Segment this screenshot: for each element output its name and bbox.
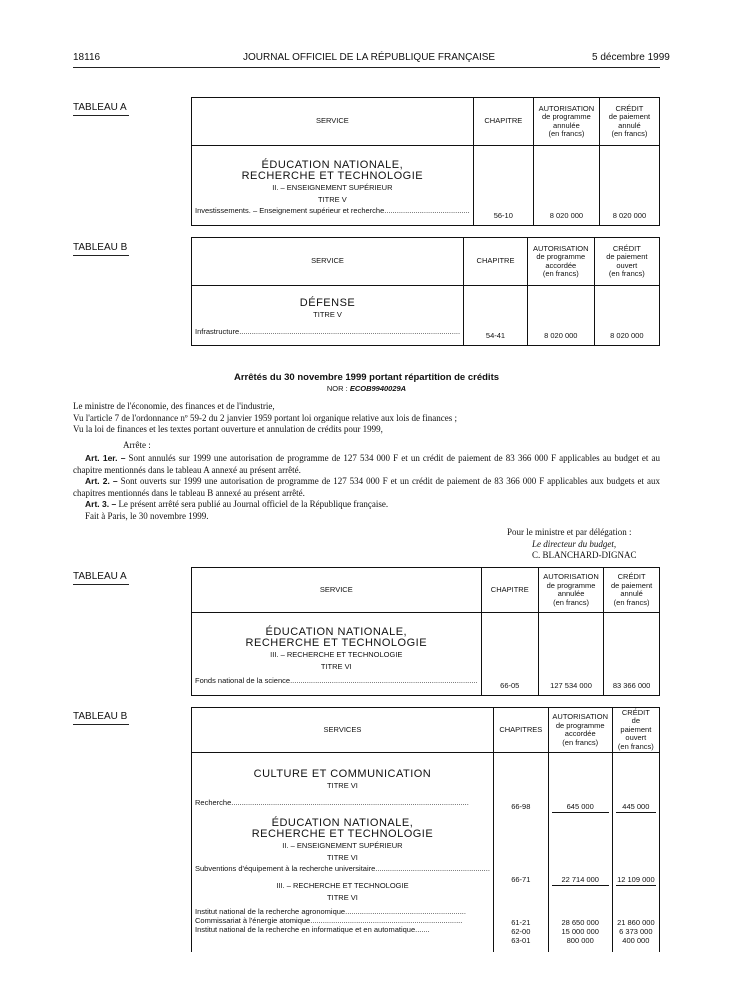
col-chapitre: CHAPITRES [493, 708, 548, 753]
autorisation-column [548, 753, 612, 953]
col-credit: CRÉDIT de paiement annulé (en francs) [599, 98, 659, 146]
col-autorisation: AUTORISATION de programme accordée (en francs) [527, 238, 594, 286]
arrete-line: Arrête : [123, 439, 151, 450]
article-2: Art. 2. – Sont ouverts sur 1999 une autorisation de programme de 127 534 000 F et un crédit de paiement de 83 366 000 F applicables aux budgets et aux chapitres mentionnés dans le tableau B annexé au présent arrêté. [73, 476, 660, 498]
tableau-a-table [191, 97, 660, 226]
row-autorisation: 645 000 [552, 802, 609, 813]
row-autorisation: 28 650 000 [561, 918, 599, 927]
row-autorisation: 8 020 000 [533, 146, 599, 226]
intro-line: Vu la loi de finances et les textes portant ouverture et annulation de crédits pour 1999, [73, 424, 383, 434]
table-row-label: Recherche.................................................................................................................. [195, 798, 469, 807]
table-row-label: Infrastructure.......................................................................................................... [195, 327, 461, 336]
decree-title: Arrêtés du 30 novembre 1999 portant répartition de crédits [233, 372, 500, 383]
row-chapitre: 54-41 [464, 286, 528, 346]
row-chapitre: 62-00 [511, 927, 531, 936]
subsection-heading: III. – RECHERCHE ET TECHNOLOGIE [276, 881, 409, 890]
tableau-b-table [191, 237, 660, 346]
table-row-label: Fonds national de la science.......................................................................................... [195, 676, 478, 685]
article-3: Art. 3. – Le présent arrêté sera publié au Journal officiel de la République française. [85, 499, 389, 509]
section-heading: ÉDUCATION NATIONALE, [265, 626, 408, 638]
col-autorisation: AUTORISATION de programme annulée (en francs) [538, 568, 603, 613]
page-number: 18116 [73, 52, 101, 63]
journal-title: JOURNAL OFFICIEL DE LA RÉPUBLIQUE FRANÇAISE [243, 52, 496, 63]
row-chapitre: 66-98 [511, 802, 531, 811]
row-credit: 400 000 [622, 936, 650, 945]
tableau-a-table [191, 567, 660, 696]
credit-column [612, 753, 659, 953]
row-credit: 12 109 000 [617, 875, 655, 884]
header-rule [73, 67, 660, 68]
table-row-label: Institut national de la recherche agronomique.......................................................... [195, 907, 466, 916]
col-credit: CRÉDIT de paiement ouvert (en francs) [612, 708, 659, 753]
subsection-heading: II. – ENSEIGNEMENT SUPÉRIEUR [272, 183, 393, 192]
row-autorisation: 15 000 000 [561, 927, 599, 936]
section-heading: CULTURE ET COMMUNICATION [253, 768, 432, 780]
intro-line: Vu l'article 7 de l'ordonnance nº 59-2 du 2 janvier 1959 portant loi organique relative aux lois de finances ; [73, 412, 457, 423]
decree-body [73, 401, 660, 522]
section-heading: ÉDUCATION NATIONALE, [271, 817, 414, 829]
subsection-heading: III. – RECHERCHE ET TECHNOLOGIE [270, 650, 403, 659]
row-autorisation: 8 020 000 [527, 286, 594, 346]
row-credit: 445 000 [616, 802, 656, 813]
section-heading: DÉFENSE [299, 297, 356, 309]
titre-heading: TITRE VI [327, 781, 358, 790]
row-autorisation: 127 534 000 [538, 613, 603, 696]
tableau-a-label: TABLEAU A [73, 571, 129, 585]
subsection-heading: II. – ENSEIGNEMENT SUPÉRIEUR [282, 841, 403, 850]
signature-title: Le directeur du budget, [532, 538, 617, 549]
tableau-a-label: TABLEAU A [73, 102, 129, 116]
col-service: SERVICES [192, 708, 494, 753]
row-chapitre: 66-05 [481, 613, 538, 696]
signature-name: C. BLANCHARD-DIGNAC [532, 550, 637, 560]
row-credit: 21 860 000 [617, 918, 655, 927]
row-chapitre: 63-01 [511, 936, 531, 945]
nor-reference: NOR : ECOB9940029A [326, 384, 407, 393]
table-row-label: Institut national de la recherche en informatique et en automatique....... [195, 925, 430, 934]
titre-heading: TITRE V [313, 310, 342, 319]
tableau-b-label: TABLEAU B [73, 711, 129, 725]
article-1: Art. 1er. – Sont annulés sur 1999 une autorisation de programme de 127 534 000 F et un crédit de paiement de 83 366 000 F applicables au budget et au chapitre mentionnés dans le tableau A annexé au présent arrêté. [73, 453, 661, 475]
tableau-b-label: TABLEAU B [73, 242, 129, 256]
col-chapitre: CHAPITRE [464, 238, 528, 286]
row-chapitre: 56-10 [473, 146, 533, 226]
col-service: SERVICE [192, 238, 464, 286]
titre-heading: TITRE VI [327, 893, 358, 902]
row-credit: 8 020 000 [599, 146, 659, 226]
col-credit: CRÉDIT de paiement annulé (en francs) [604, 568, 660, 613]
titre-heading: TITRE V [317, 195, 347, 204]
signature-block [507, 527, 667, 562]
signature-line: Pour le ministre et par délégation : [507, 527, 632, 537]
section-heading: ÉDUCATION NATIONALE, [261, 159, 404, 171]
row-chapitre: 61-21 [511, 918, 531, 927]
table-row-label: Subventions d'équipement à la recherche universitaire....................................................... [195, 864, 490, 873]
row-autorisation: 22 714 000 [552, 875, 609, 886]
table-row-label: Investissements. – Enseignement supérieur et recherche......................................... [195, 206, 470, 215]
col-service: SERVICE [192, 98, 474, 146]
col-autorisation: AUTORISATION de programme accordée (en francs) [548, 708, 612, 753]
row-credit: 8 020 000 [594, 286, 659, 346]
row-autorisation: 800 000 [566, 936, 594, 945]
fait-line: Fait à Paris, le 30 novembre 1999. [85, 510, 209, 521]
table-row-label: Commissariat à l'énergie atomique......................................................................... [195, 916, 463, 925]
intro-line: Le ministre de l'économie, des finances et de l'industrie, [73, 401, 275, 411]
row-chapitre: 66-71 [511, 875, 531, 884]
titre-heading: TITRE VI [327, 853, 358, 862]
col-chapitre: CHAPITRE [473, 98, 533, 146]
chapitre-column [493, 753, 548, 953]
col-chapitre: CHAPITRE [481, 568, 538, 613]
section-heading: RECHERCHE ET TECHNOLOGIE [245, 637, 428, 649]
section-heading: RECHERCHE ET TECHNOLOGIE [251, 828, 434, 840]
section-heading: RECHERCHE ET TECHNOLOGIE [241, 170, 424, 182]
titre-heading: TITRE VI [320, 662, 352, 671]
row-credit: 83 366 000 [604, 613, 660, 696]
issue-date: 5 décembre 1999 [592, 52, 670, 63]
row-credit: 6 373 000 [619, 927, 653, 936]
tableau-b-table [191, 707, 660, 952]
col-credit: CRÉDIT de paiement ouvert (en francs) [594, 238, 659, 286]
col-autorisation: AUTORISATION de programme annulée (en francs) [533, 98, 599, 146]
col-service: SERVICE [192, 568, 482, 613]
